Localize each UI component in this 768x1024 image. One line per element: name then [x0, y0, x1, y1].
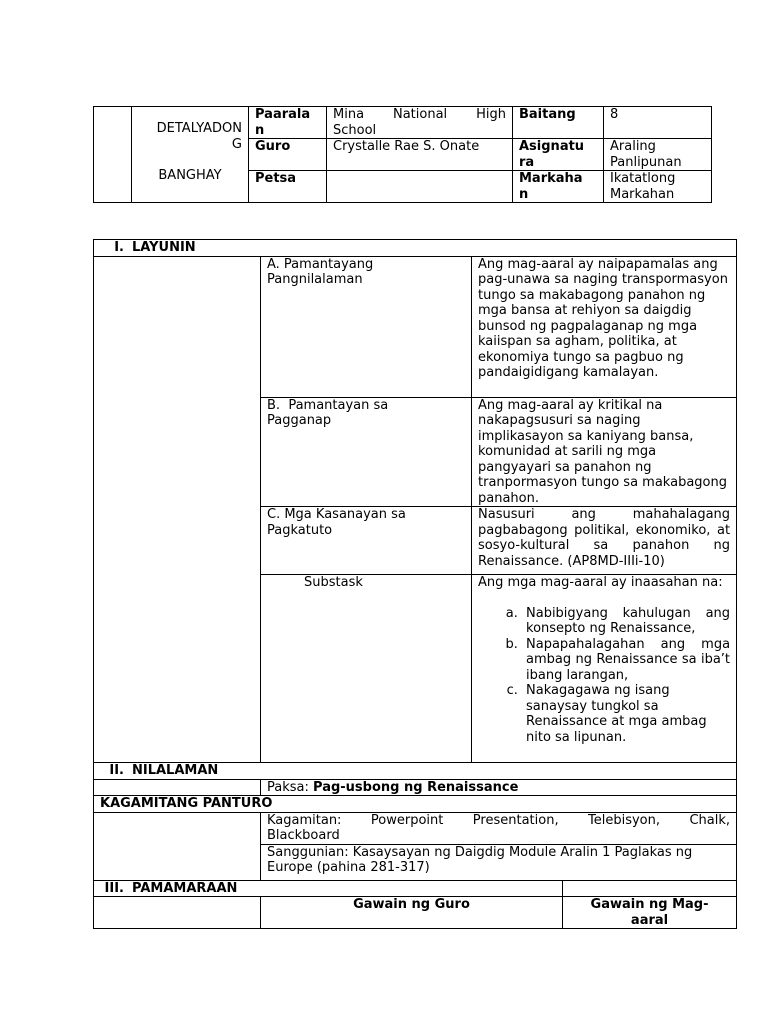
asignatura-label: Asignatu ra	[513, 139, 604, 171]
baitang-label: Baitang	[513, 107, 604, 139]
layunin-blank-cell	[94, 256, 261, 763]
pamamaraan-blank-cell	[94, 897, 261, 929]
substask-item: a. Nabibigyang kahulugan ang konsepto ng Renaissance,	[522, 606, 730, 637]
paksa-value: Pag-usbong ng Renaissance	[313, 779, 519, 795]
pamamaraan-heading-right	[563, 880, 737, 897]
guro-label: Guro	[249, 139, 327, 171]
kasanayan-pagkatuto-label: C. Mga Kasanayan sa Pagkatuto	[261, 507, 472, 575]
sanggunian-text: Sanggunian: Kasaysayan ng Daigdig Module Aralin 1 Paglakas ng Europe (pahina 281-317)	[261, 844, 737, 880]
pamamaraan-heading: III. PAMAMARAAN	[94, 880, 563, 897]
pamantayang-pangnilalaman-label: A. Pamantayang Pangnilalaman	[261, 256, 472, 397]
detalyado-cell	[132, 107, 249, 203]
substask-list	[478, 606, 730, 746]
banghay-label: BANGHAY	[158, 168, 222, 183]
substask-item: c. Nakagagawa ng isang sanaysay tungkol sa Renaissance at mga ambag nito sa lipunan.	[522, 683, 730, 745]
substask-text	[472, 575, 737, 763]
markahan-label: Markaha n	[513, 171, 604, 203]
pamantayan-pagganap-label: B. Pamantayan sa Pagganap	[261, 397, 472, 507]
substask-item: b. Napapahalagahan ang mga ambag ng Renaissance sa iba’t ibang larangan,	[522, 637, 730, 684]
kagamitan-heading: KAGAMITANG PANTURO	[94, 796, 737, 813]
asignatura-value: Araling Panlipunan	[604, 139, 712, 171]
paksa-cell	[261, 779, 737, 796]
gawain-guro-header: Gawain ng Guro	[261, 897, 563, 929]
detalyado-line1: DETALYADON	[156, 121, 242, 136]
lesson-plan-table	[93, 239, 737, 929]
pamantayang-pangnilalaman-text: Ang mag-aaral ay naipapamalas ang pag-unawa sa naging transpormasyon tungo sa makabagong panahon ng mga bansa at rehiyon sa daigdig bunsod ng pagpalaganap ng mga kaiispan sa agham, politika, at ekonomiya tungo sa pagbuo ng pandaigidigang kamalayan.	[472, 256, 737, 397]
paaralan-label: Paarala n	[249, 107, 327, 139]
baitang-value: 8	[604, 107, 712, 139]
substask-label: Substask	[261, 575, 472, 763]
guro-value: Crystalle Rae S. Onate	[327, 139, 513, 171]
detalyado-line2: G	[231, 136, 242, 152]
kagamitan-blank-cell	[94, 812, 261, 880]
kasanayan-pagkatuto-text: Nasusuri ang mahahalagang pagbabagong politikal, ekonomiko, at sosyo-kultural sa panahon ng Renaissance. (AP8MD-IIIi-10)	[472, 507, 737, 575]
header-blank-cell	[94, 107, 132, 203]
nilalaman-blank-cell	[94, 779, 261, 796]
layunin-heading: I. LAYUNIN	[94, 240, 737, 257]
petsa-value	[327, 171, 513, 203]
paksa-label: Paksa:	[267, 779, 314, 795]
substask-intro: Ang mga mag-aaral ay inaasahan na:	[478, 575, 723, 590]
paaralan-value: Mina National High School	[327, 107, 513, 139]
kagamitan-text: Kagamitan: Powerpoint Presentation, Telebisyon, Chalk, Blackboard	[261, 812, 737, 844]
petsa-label: Petsa	[249, 171, 327, 203]
header-table	[93, 106, 712, 203]
pamantayan-pagganap-text: Ang mag-aaral ay kritikal na nakapagsusuri sa naging implikasayon sa kaniyang bansa, komunidad at sarili ng mga pangyayari sa panahon ng tranpormasyon tungo sa makabagong panahon.	[472, 397, 737, 507]
markahan-value: Ikatatlong Markahan	[604, 171, 712, 203]
nilalaman-heading: II. NILALAMAN	[94, 763, 737, 780]
gawain-magaaral-header: Gawain ng Mag- aaral	[563, 897, 737, 929]
